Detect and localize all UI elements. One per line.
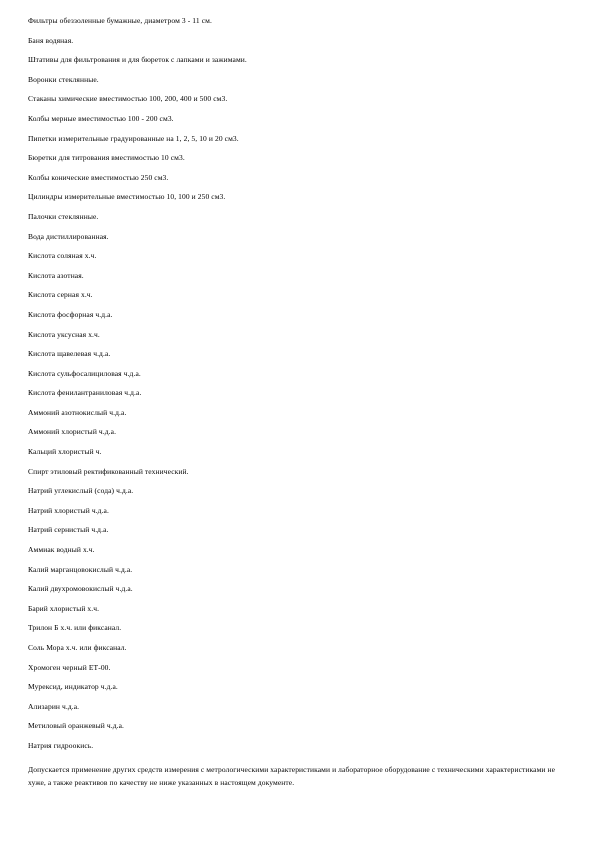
list-item: Кислота уксусная х.ч. [28,329,100,339]
list-item: Аммоний хлористый ч.д.а. [28,427,117,437]
list-item: Кальций хлористый ч. [28,447,102,457]
list-item: Штативы для фильтрования и для бюреток с лапками и зажимами. [28,55,247,65]
list-item: Стаканы химические вместимостью 100, 200, 400 и 500 см3. [28,94,228,104]
list-item: Пипетки измерительные градуированные на 1, 2, 5, 10 и 20 см3. [28,133,239,143]
list-item: Воронки стеклянные. [28,74,99,84]
list-item: Метиловый оранжевый ч.д.а. [28,721,125,731]
list-item: Кислота соляная х.ч. [28,251,97,261]
list-item: Колбы мерные вместимостью 100 - 200 см3. [28,113,174,123]
list-item: Кислота щавелевая ч.д.а. [28,349,111,359]
list-item: Кислота фенилантраниловая ч.д.а. [28,388,142,398]
list-item: Баня водяная. [28,35,74,45]
list-item: Барий хлористый х.ч. [28,603,100,613]
list-item: Аммиак водный х.ч. [28,545,95,555]
list-item: Кислота азотная. [28,270,84,280]
list-item: Цилиндры измерительные вместимостью 10, 100 и 250 см3. [28,192,226,202]
list-item: Натрий углекислый (сода) ч.д.а. [28,486,134,496]
list-item: Натрия гидроокись. [28,740,94,750]
list-item: Спирт этиловый ректификованный технический. [28,466,189,476]
list-item: Аммоний азотнокислый ч.д.а. [28,407,127,417]
substitution-note: Допускается применение других средств измерения с метрологическими характеристиками и лабораторное оборудование с техническими характеристиками не хуже, а также реактивов по качеству не ниже указанных в настоящем документе. [28,765,556,787]
list-item: Хромоген черный ЕТ-00. [28,662,111,672]
list-item: Колбы конические вместимостью 250 см3. [28,172,169,182]
list-item: Калий марганцовокислый ч.д.а. [28,564,133,574]
list-item: Кислота серная х.ч. [28,290,93,300]
list-item: Бюретки для титрования вместимостью 10 см3. [28,153,185,163]
list-item: Ализарин ч.д.а. [28,701,80,711]
list-item: Палочки стеклянные. [28,211,99,221]
equipment-and-reagents-list [28,11,568,756]
list-item: Калий двухромовокислый ч.д.а. [28,584,133,594]
list-item: Фильтры обеззоленные бумажные, диаметром 3 - 11 см. [28,16,212,25]
list-item: Натрий хлористый ч.д.а. [28,505,109,515]
list-item: Натрий сернистый ч.д.а. [28,525,109,535]
list-item: Трилон Б х.ч. или фиксанал. [28,623,122,633]
list-item: Соль Мора х.ч. или фиксанал. [28,643,127,652]
list-item: Вода дистиллированная. [28,231,109,241]
list-item: Кислота сульфосалициловая ч.д.а. [28,368,141,378]
list-item: Кислота фосфорная ч.д.а. [28,309,113,319]
list-item: Мурексид, индикатор ч.д.а. [28,682,118,692]
